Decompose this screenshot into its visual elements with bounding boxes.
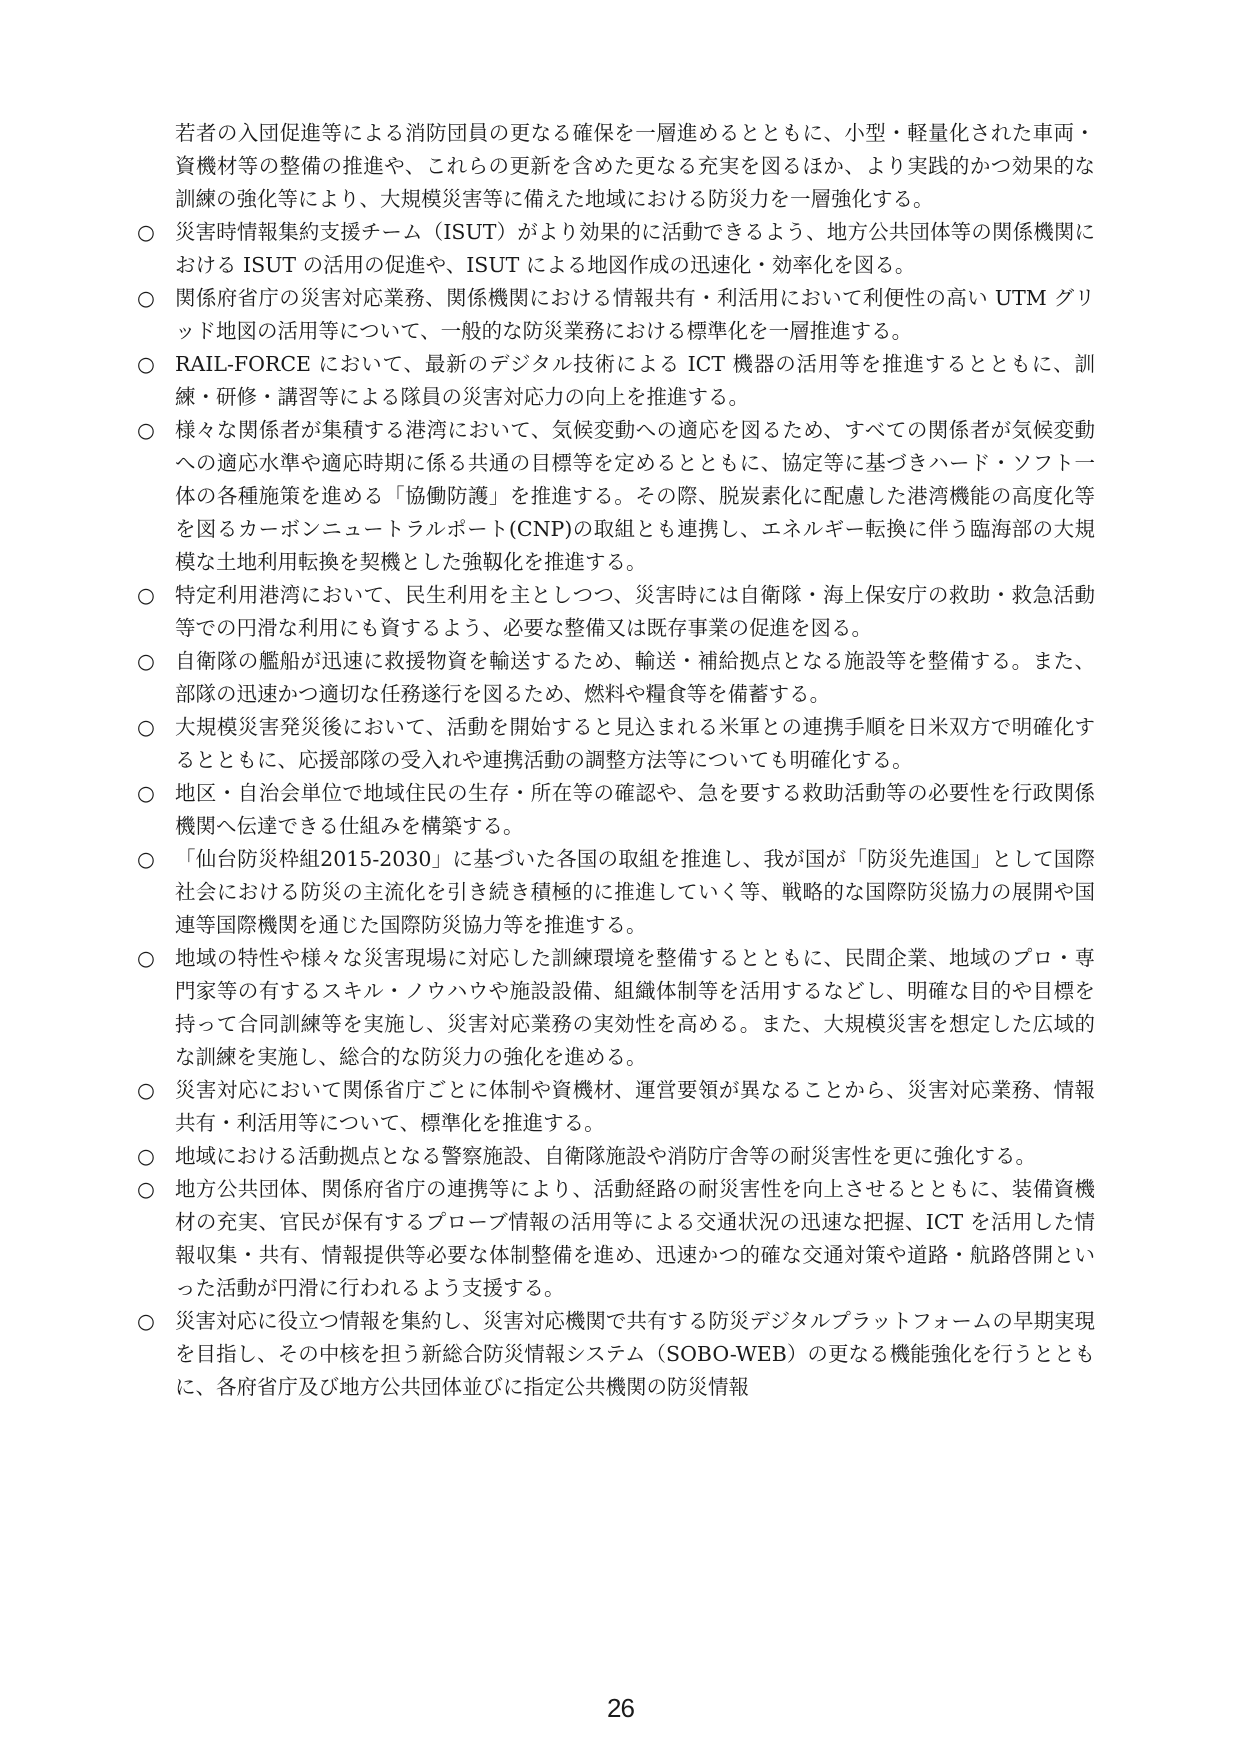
paragraph-text: 関係府省庁の災害対応業務、関係機関における情報共有・利活用において利便性の高い UTM グリッド地図の活用等について、一般的な防災業務における標準化を一層推進する。 (175, 286, 1095, 343)
page-number: 26 (607, 1693, 634, 1723)
paragraph-text: 大規模災害発災後において、活動を開始すると見込まれる米軍との連携手順を日米双方で明確化するとともに、応援部隊の受入れや連携活動の調整方法等についても明確化する。 (175, 715, 1095, 772)
bullet-circle-icon: ○ (137, 1309, 155, 1333)
bullet-circle-icon: ○ (137, 583, 155, 607)
bullet-circle-icon: ○ (137, 352, 155, 376)
paragraph-14 (137, 1305, 1095, 1404)
paragraph-text: 地区・自治会単位で地域住民の生存・所在等の確認や、急を要する救助活動等の必要性を行政関係機関へ伝達できる仕組みを構築する。 (175, 781, 1095, 838)
paragraph-3 (137, 348, 1095, 414)
paragraph-text: 地域における活動拠点となる警察施設、自衛隊施設や消防庁舎等の耐災害性を更に強化する。 (175, 1144, 1036, 1168)
paragraph-12 (137, 1140, 1095, 1173)
paragraph-text: 災害対応に役立つ情報を集約し、災害対応機関で共有する防災デジタルプラットフォームの早期実現を目指し、その中核を担う新総合防災情報システム（SOBO-WEB）の更なる機能強化を行うとともに、各府省庁及び地方公共団体並びに指定公共機関の防災情報 (175, 1309, 1095, 1399)
paragraph-text: 災害時情報集約支援チーム（ISUT）がより効果的に活動できるよう、地方公共団体等の関係機関における ISUT の活用の促進や、ISUT による地図作成の迅速化・効率化を図る。 (175, 220, 1095, 277)
bullet-circle-icon: ○ (137, 286, 155, 310)
paragraph-6 (137, 645, 1095, 711)
bullet-circle-icon: ○ (137, 649, 155, 673)
bullet-circle-icon: ○ (137, 418, 155, 442)
paragraph-4 (137, 414, 1095, 579)
bullet-circle-icon: ○ (137, 715, 155, 739)
paragraph-7 (137, 711, 1095, 777)
paragraph-5 (137, 579, 1095, 645)
bullet-circle-icon: ○ (137, 946, 155, 970)
bullet-circle-icon: ○ (137, 220, 155, 244)
bullet-circle-icon: ○ (137, 1078, 155, 1102)
paragraph-text: 自衛隊の艦船が迅速に救援物資を輸送するため、輸送・補給拠点となる施設等を整備する。また、部隊の迅速かつ適切な任務遂行を図るため、燃料や糧食等を備蓄する。 (175, 649, 1095, 706)
paragraph-1 (137, 216, 1095, 282)
paragraph-text: 「仙台防災枠組2015-2030」に基づいた各国の取組を推進し、我が国が「防災先進国」として国際社会における防災の主流化を引き続き積極的に推進していく等、戦略的な国際防災協力の展開や国連等国際機関を通じた国際防災協力等を推進する。 (175, 847, 1095, 937)
bullet-circle-icon: ○ (137, 781, 155, 805)
paragraph-2 (137, 282, 1095, 348)
paragraph-text: 特定利用港湾において、民生利用を主としつつ、災害時には自衛隊・海上保安庁の救助・救急活動等での円滑な利用にも資するよう、必要な整備又は既存事業の促進を図る。 (175, 583, 1095, 640)
paragraph-text: RAIL-FORCE において、最新のデジタル技術による ICT 機器の活用等を推進するとともに、訓練・研修・講習等による隊員の災害対応力の向上を推進する。 (175, 352, 1095, 409)
paragraph-text: 災害対応において関係省庁ごとに体制や資機材、運営要領が異なることから、災害対応業務、情報共有・利活用等について、標準化を推進する。 (175, 1078, 1095, 1135)
bullet-circle-icon: ○ (137, 1144, 155, 1168)
bullet-circle-icon: ○ (137, 1177, 155, 1201)
bullet-circle-icon: ○ (137, 847, 155, 871)
paragraph-text: 地域の特性や様々な災害現場に対応した訓練環境を整備するとともに、民間企業、地域のプロ・専門家等の有するスキル・ノウハウや施設設備、組織体制等を活用するなどし、明確な目的や目標を持って合同訓練等を実施し、災害対応業務の実効性を高める。また、大規模災害を想定した広域的な訓練を実施し、総合的な防災力の強化を進める。 (175, 946, 1095, 1069)
paragraph-0 (150, 117, 1095, 216)
paragraph-8 (137, 777, 1095, 843)
paragraph-10 (137, 942, 1095, 1074)
paragraph-11 (137, 1074, 1095, 1140)
paragraph-13 (137, 1173, 1095, 1305)
paragraph-text: 地方公共団体、関係府省庁の連携等により、活動経路の耐災害性を向上させるとともに、装備資機材の充実、官民が保有するプローブ情報の活用等による交通状況の迅速な把握、ICT を活用した情報収集・共有、情報提供等必要な体制整備を進め、迅速かつ的確な交通対策や道路・航路啓開といった活動が円滑に行われるよう支援する。 (175, 1177, 1095, 1300)
document-body (137, 117, 1095, 1404)
paragraph-text: 若者の入団促進等による消防団員の更なる確保を一層進めるとともに、小型・軽量化された車両・資機材等の整備の推進や、これらの更新を含めた更なる充実を図るほか、より実践的かつ効果的な訓練の強化等により、大規模災害等に備えた地域における防災力を一層強化する。 (175, 121, 1095, 211)
paragraph-text: 様々な関係者が集積する港湾において、気候変動への適応を図るため、すべての関係者が気候変動への適応水準や適応時期に係る共通の目標等を定めるとともに、協定等に基づきハード・ソフト一体の各種施策を進める「協働防護」を推進する。その際、脱炭素化に配慮した港湾機能の高度化等を図るカーボンニュートラルポート(CNP)の取組とも連携し、エネルギー転換に伴う臨海部の大規模な土地利用転換を契機とした強靱化を推進する。 (175, 418, 1095, 574)
paragraph-9 (137, 843, 1095, 942)
